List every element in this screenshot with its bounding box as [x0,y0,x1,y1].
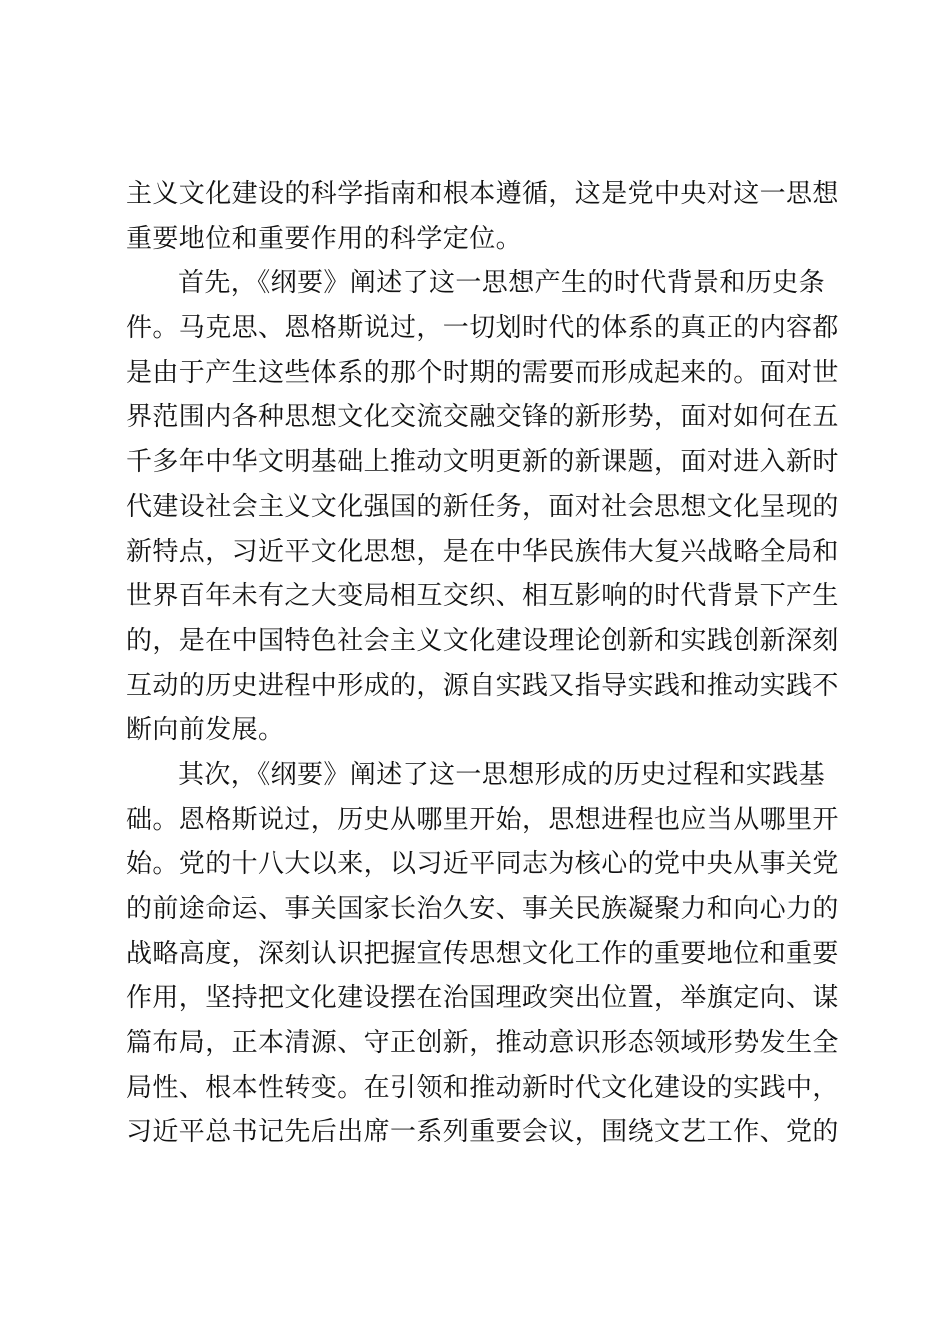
text-line: 始。党的十八大以来，以习近平同志为核心的党中央从事关党 [126,849,839,880]
paragraph-history [126,753,839,1155]
text-line: 代建设社会主义文化强国的新任务，面对社会思想文化呈现的 [126,491,839,522]
text-line: 础。恩格斯说过，历史从哪里开始，思想进程也应当从哪里开 [126,804,839,835]
text-line: 主义文化建设的科学指南和根本遵循，这是党中央对这一思想 [126,179,839,209]
text-line: 是由于产生这些体系的那个时期的需要而形成起来的。面对世 [126,357,839,388]
text-line: 首先，《纲要》阐述了这一思想产生的时代背景和历史条 [178,268,826,299]
text-line: 作用，坚持把文化建设摆在治国理政突出位置，举旗定向、谋 [126,983,839,1014]
paragraph-continuation [126,172,839,261]
text-line: 界范围内各种思想文化交流交融交锋的新形势，面对如何在五 [126,402,839,433]
text-line: 其次，《纲要》阐述了这一思想形成的历史过程和实践基 [178,759,826,790]
paragraph-background [126,261,839,753]
text-line: 件。马克思、恩格斯说过，一切划时代的体系的真正的内容都 [126,313,839,344]
text-line: 新特点，习近平文化思想，是在中华民族伟大复兴战略全局和 [126,536,839,567]
text-line: 习近平总书记先后出席一系列重要会议，围绕文艺工作、党的 [126,1117,839,1148]
text-line: 重要地位和重要作用的科学定位。 [126,223,523,254]
text-line: 互动的历史进程中形成的，源自实践又指导实践和推动实践不 [126,670,839,701]
text-line: 的，是在中国特色社会主义文化建设理论创新和实践创新深刻 [126,625,839,656]
text-line: 千多年中华文明基础上推动文明更新的新课题，面对进入新时 [126,447,839,478]
text-line: 世界百年未有之大变局相互交织、相互影响的时代背景下产生 [126,581,839,612]
text-line: 局性、根本性转变。在引领和推动新时代文化建设的实践中， [126,1072,839,1103]
body-text [126,172,839,1155]
text-line: 断向前发展。 [126,715,285,746]
text-line: 战略高度，深刻认识把握宣传思想文化工作的重要地位和重要 [126,938,839,969]
text-line: 的前途命运、事关国家长治久安、事关民族凝聚力和向心力的 [126,894,839,924]
text-line: 篇布局，正本清源、守正创新，推动意识形态领域形势发生全 [126,1028,839,1059]
